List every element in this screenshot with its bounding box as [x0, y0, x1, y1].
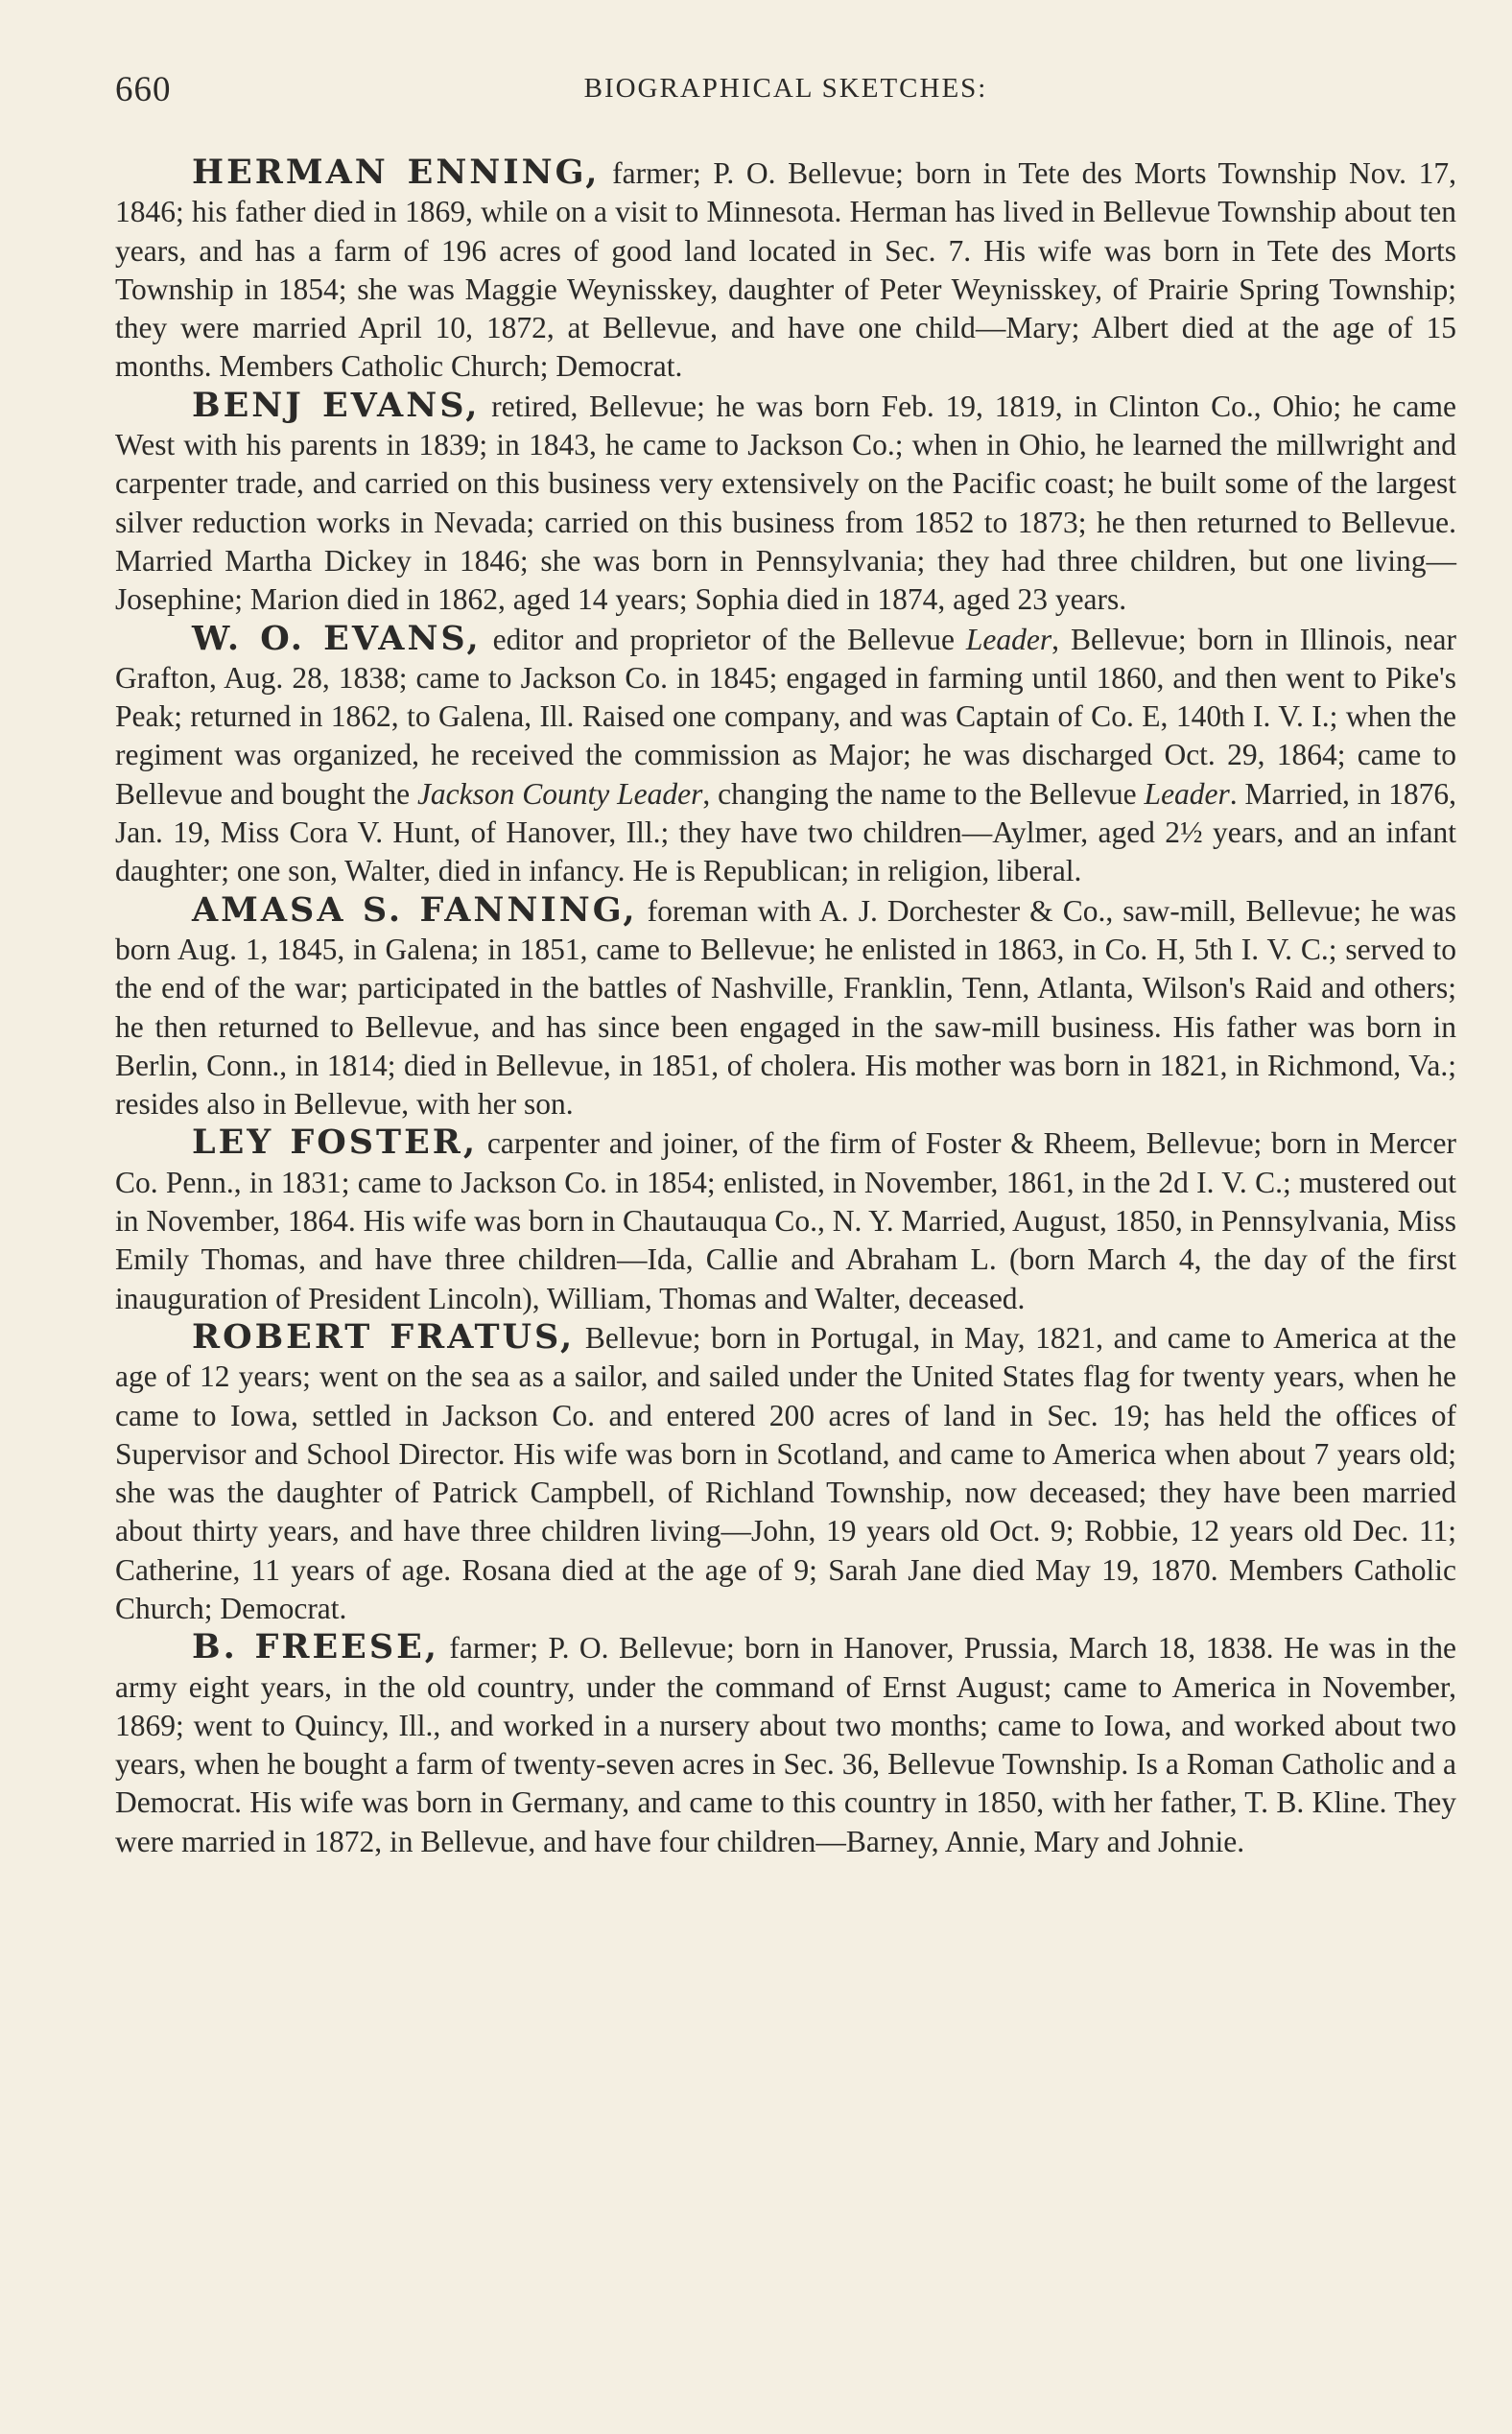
entry-text: carpenter and joiner, of the firm of Foster & Rheem, Bellevue; born in Mercer Co. Penn., in 1831; came to Jackson Co. in 1854; enlisted, in November, 1861, in the 2d I. V. C.; mustered out in November, 1864. His wife was born in Chautauqua Co., N. Y. Married, August, 1850, in Pennsylvania, Miss Emily Thomas, and have three children—Ida, Callie and Abraham L. (born March 4, the day of the first inauguration of President Lincoln), William, Thomas and Walter, deceased. — [115, 1126, 1456, 1315]
entry-text: editor and proprietor of the Bellevue — [492, 622, 955, 656]
entry-text: farmer; P. O. Bellevue; born in Tete des Morts Township Nov. 17, 1846; his father died in 1869, while on a visit to Minnesota. Herman has lived in Bellevue Township about ten years, and has a farm of 196 acres of good land located in Sec. 7. His wife was born in Tete des Morts Township in 1854; she was Maggie Weynisskey, daughter of Peter Weynisskey, of Prairie Spring Township; they were married April 10, 1872, at Bellevue, and have one child—Mary; Albert died at the age of 15 months. Members Catholic Church; Democrat. — [115, 156, 1457, 384]
running-head — [115, 69, 1456, 119]
entry-name: AMASA S. FANNING, — [192, 889, 638, 930]
newspaper-title: Leader — [965, 622, 1052, 656]
entry-amasa-fanning — [115, 891, 1456, 1124]
book-page — [115, 69, 1456, 1861]
entry-text: retired, Bellevue; he was born Feb. 19, 1819, in Clinton Co., Ohio; he came West with his parents in 1839; in 1843, he came to Jackson Co.; when in Ohio, he learned the millwright and carpenter trade, and carried on this business very extensively on the Pacific coast; he built some of the largest silver reduction works in Nevada; carried on this business from 1852 to 1873; he then returned to Bellevue. Married Martha Dickey in 1846; she was born in Pennsylvania; they had three children, but one living—Josephine; Marion died in 1862, aged 14 years; Sophia died in 1874, aged 23 years. — [115, 389, 1456, 617]
page-number: 660 — [115, 70, 172, 109]
entry-b-freese — [115, 1628, 1456, 1861]
entry-name: HERMAN ENNING, — [192, 153, 601, 192]
entry-benj-evans — [115, 387, 1456, 620]
entry-ley-foster — [115, 1123, 1456, 1317]
entry-text: foreman with A. J. Dorchester & Co., saw-mill, Bellevue; he was born Aug. 1, 1845, in Galena; in 1851, came to Bellevue; he enlisted in 1863, in Co. H, 5th I. V. C.; served to the end of the war; participated in the battles of Nashville, Franklin, Tenn, Atlanta, Wilson's Raid and others; he then returned to Bellevue, and has since been engaged in the saw-mill business. His father was born in Berlin, Conn., in 1814; died in Bellevue, in 1851, of cholera. His mother was born in 1821, in Richmond, Va.; resides also in Bellevue, with her son. — [115, 893, 1457, 1122]
entry-name: ROBERT FRATUS, — [192, 1316, 576, 1357]
newspaper-title: Leader — [1144, 776, 1230, 811]
entry-text: Bellevue; born in Portugal, in May, 1821, and came to America at the age of 12 years; went on the sea as a sailor, and sailed under the United States flag for twenty years, when he came to Iowa, settled in Jackson Co. and entered 200 acres of land in Sec. 19; has held the offices of Supervisor and School Director. His wife was born in Scotland, and came to America when about 7 years old; she was the daughter of Patrick Campbell, of Richland Township, now deceased; they have been married about thirty years, and have three children living—John, 19 years old Oct. 9; Robbie, 12 years old Dec. 11; Catherine, 11 years of age. Rosana died at the age of 9; Sarah Jane died May 19, 1870. Members Catholic Church; Democrat. — [115, 1320, 1456, 1625]
entry-wo-evans — [115, 620, 1456, 891]
section-title: BIOGRAPHICAL SKETCHES: — [583, 73, 988, 104]
entry-text: , changing the name to the Bellevue — [702, 776, 1137, 811]
entry-name: B. FREESE, — [192, 1627, 439, 1667]
entry-robert-fratus — [115, 1318, 1456, 1628]
newspaper-title: Jackson County Leader — [416, 776, 703, 811]
entry-text: . Married, in 1876, Jan. 19, Miss Cora V. Hunt, of Hanover, Ill.; they have two children—Aylmer, aged 2½ years, and an infant daughter; one son, Walter, died in infancy. He is Republican; in religion, liberal. — [115, 776, 1457, 888]
entry-text: farmer; P. O. Bellevue; born in Hanover, Prussia, March 18, 1838. He was in the army eight years, in the old country, under the command of Ernst August; came to America in November, 1869; went to Quincy, Ill., and worked in a nursery about two months; came to Iowa, and worked about two years, when he bought a farm of twenty-seven acres in Sec. 36, Bellevue Township. Is a Roman Catholic and a Democrat. His wife was born in Germany, and came to this country in 1850, with her father, T. B. Kline. They were married in 1872, in Bellevue, and have four children—Barney, Annie, Mary and Johnie. — [115, 1631, 1456, 1858]
entry-name: W. O. EVANS, — [192, 618, 482, 658]
entry-name: BENJ EVANS, — [192, 385, 481, 425]
entry-herman-enning — [115, 154, 1456, 387]
entry-name: LEY FOSTER, — [192, 1122, 479, 1163]
entry-text: , Bellevue; born in Illinois, near Grafton, Aug. 28, 1838; came to Jackson Co. in 1845; engaged in farming until 1860, and then went to Pike's Peak; returned in 1862, to Galena, Ill. Raised one company, and was Captain of Co. E, 140th I. V. I.; when the regiment was organized, he received the commission as Major; he was discharged Oct. 29, 1864; came to Bellevue and bought the — [115, 622, 1457, 811]
